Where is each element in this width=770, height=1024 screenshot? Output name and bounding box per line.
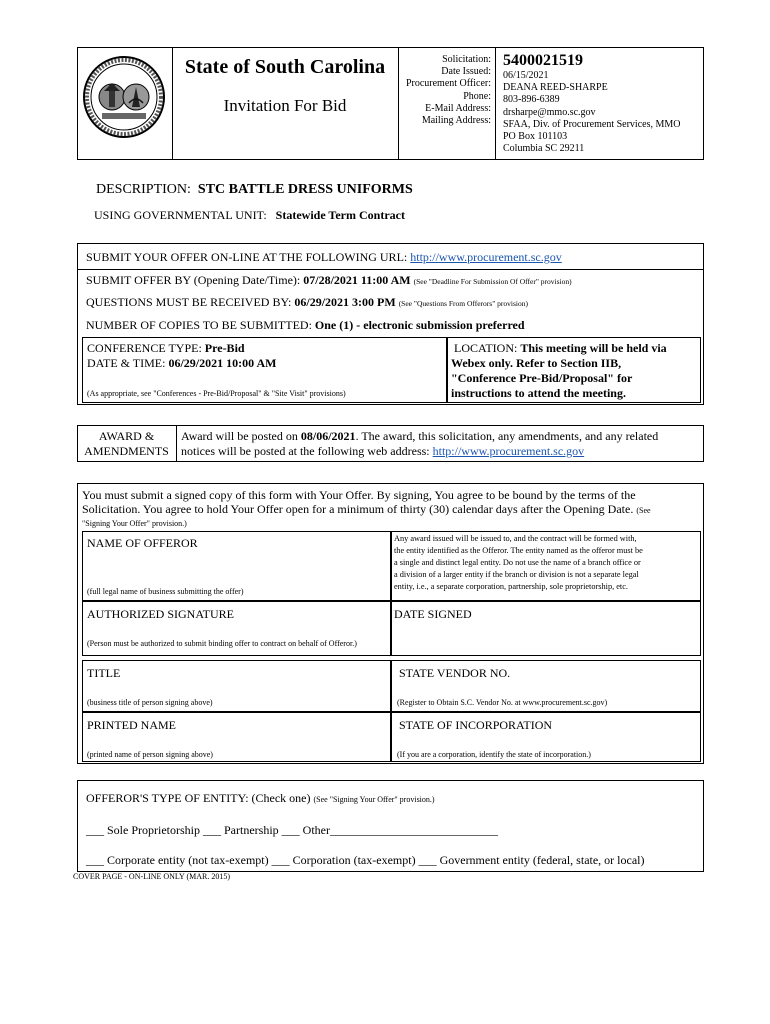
gov-unit-label: USING GOVERNMENTAL UNIT: <box>94 208 267 222</box>
location-line-1-text: This meeting will be held via <box>520 341 667 355</box>
date-issued-value: 06/15/2021 <box>503 70 549 81</box>
questions-label: QUESTIONS MUST BE RECEIVED BY: <box>86 295 292 309</box>
title-label: TITLE <box>87 666 121 680</box>
conference-date-line <box>87 356 276 371</box>
submit-url-line <box>86 250 562 265</box>
signature-note: (Person must be authorized to submit binding offer to contract on behalf of Offeror.) <box>87 639 357 648</box>
conference-type-label: CONFERENCE TYPE: <box>87 341 202 355</box>
description-value: STC BATTLE DRESS UNIFORMS <box>197 182 413 197</box>
name-of-offeror-note: (full legal name of business submitting the offer) <box>87 587 244 596</box>
incorporation-note: (If you are a corporation, identify the state of incorporation.) <box>397 750 591 759</box>
vendor-no-note: (Register to Obtain S.C. Vendor No. at www.procurement.sc.gov) <box>397 698 608 707</box>
address-line-3: Columbia SC 29211 <box>503 143 585 155</box>
location-label: LOCATION: <box>454 341 518 355</box>
award-url-link[interactable]: http://www.procurement.sc.gov <box>432 444 585 458</box>
label-mailing-address: Mailing Address: <box>421 115 491 127</box>
label-email: E-Mail Address: <box>425 102 491 114</box>
questions-line <box>86 295 528 310</box>
address-line-1: SFAA, Div. of Procurement Services, MMO <box>503 118 681 130</box>
address-line-2: PO Box 101103 <box>503 131 568 143</box>
name-of-offeror-label: NAME OF OFFEROR <box>87 536 198 550</box>
description-line <box>96 182 413 198</box>
gov-unit-line <box>94 208 405 223</box>
email-value: drsharpe@mmo.sc.gov <box>503 106 596 118</box>
award-text <box>181 429 658 459</box>
header-labels <box>398 54 491 127</box>
offeror-intro-line-2: Solicitation. You agree to hold Your Offer open for a minimum of thirty (30) calendar days after the Opening Date. (See <box>82 502 651 516</box>
label-phone: Phone: <box>463 90 491 102</box>
entity-type-label: OFFEROR'S TYPE OF ENTITY: (Check one) <box>86 791 311 805</box>
questions-value: 06/29/2021 3:00 PM <box>294 295 396 309</box>
offeror-intro-line-1: You must submit a signed copy of this form with Your Offer. By signing, You agree to be bound by the terms of the <box>82 488 636 502</box>
vendor-no-label: STATE VENDOR NO. <box>399 666 511 680</box>
conference-date-label: DATE & TIME: <box>87 356 166 370</box>
date-signed-label: DATE SIGNED <box>394 607 472 621</box>
offeror-intro <box>82 488 651 529</box>
conference-type-value: Pre-Bid <box>204 341 245 355</box>
location-line-4: instructions to attend the meeting. <box>451 386 626 400</box>
award-text-line-1: Award will be posted on 08/06/2021. The award, this solicitation, any amendments, and any related <box>181 429 659 443</box>
entity-type-note: (See "Signing Your Offer" provision.) <box>313 795 435 804</box>
label-solicitation: Solicitation: <box>442 54 491 65</box>
award-label: AWARD & AMENDMENTS <box>84 429 169 458</box>
printed-name-label: PRINTED NAME <box>87 718 176 732</box>
offer-by-line <box>86 273 572 288</box>
entity-options-line-2[interactable]: ___ Corporate entity (not tax-exempt) ___ Corporation (tax-exempt) ___ Government entity (federal, state, or local) <box>86 853 645 867</box>
submission-divider <box>77 269 704 270</box>
questions-note: (See "Questions From Offerors" provision) <box>398 299 528 308</box>
label-date-issued: Date Issued: <box>441 66 491 78</box>
offer-by-note: (See "Deadline For Submission Of Offer" provision) <box>413 277 572 286</box>
conference-date-value: 06/29/2021 10:00 AM <box>168 356 277 370</box>
location-line-3: "Conference Pre-Bid/Proposal" for <box>451 371 633 385</box>
phone-value: 803-896-6389 <box>503 94 560 106</box>
incorporation-label: STATE OF INCORPORATION <box>399 718 553 732</box>
location-text <box>451 341 667 401</box>
officer-value: DEANA REED-SHARPE <box>503 82 608 94</box>
printed-name-note: (printed name of person signing above) <box>87 750 213 759</box>
footer-text: COVER PAGE - ON-LINE ONLY (MAR. 2015) <box>73 872 231 881</box>
procurement-url-link[interactable]: http://www.procurement.sc.gov <box>410 250 562 264</box>
signature-label: AUTHORIZED SIGNATURE <box>87 607 234 621</box>
award-date: 08/06/2021 <box>300 429 356 443</box>
solicitation-number: 5400021519 <box>503 52 583 69</box>
location-line-1 <box>451 341 667 356</box>
entity-type-heading <box>86 791 435 806</box>
copies-line <box>86 318 525 333</box>
award-divider <box>176 425 177 462</box>
entity-options-line-1[interactable]: ___ Sole Proprietorship ___ Partnership ___ Other____________________________ <box>86 823 498 837</box>
award-text-line-2: notices will be posted at the following web address: http://www.procurement.sc.gov <box>181 444 585 458</box>
copies-value: One (1) - electronic submission preferred <box>314 318 525 332</box>
title-note: (business title of person signing above) <box>87 698 213 707</box>
header-values <box>503 70 680 155</box>
copies-label: NUMBER OF COPIES TO BE SUBMITTED: <box>86 318 312 332</box>
gov-unit-value: Statewide Term Contract <box>275 208 405 222</box>
doc-type-title: Invitation For Bid <box>223 96 347 115</box>
state-title: State of South Carolina <box>184 56 386 78</box>
description-label: DESCRIPTION: <box>96 182 191 197</box>
state-seal-icon <box>82 55 166 139</box>
offeror-intro-note: "Signing Your Offer" provision.) <box>82 519 187 528</box>
offer-by-label: SUBMIT OFFER BY (Opening Date/Time): <box>86 273 301 287</box>
header-divider-3 <box>495 47 496 160</box>
conference-note: (As appropriate, see "Conferences - Pre-Bid/Proposal" & "Site Visit" provisions) <box>87 389 346 398</box>
name-info-text: Any award issued will be issued to, and the contract will be formed with, the entity identified as the Offeror. The entity named as the offeror must be a single and distinct legal entity. Do not use the name of a branch office or a division of a larger entity if the branch or division is not a separate legal entity, i.e., a separate corporation, partnership, sole proprietorship, etc. <box>394 534 643 592</box>
conference-type-line <box>87 341 245 356</box>
label-procurement-officer: Procurement Officer: <box>405 78 491 90</box>
submit-url-text: SUBMIT YOUR OFFER ON-LINE AT THE FOLLOWING URL: <box>86 250 408 264</box>
offer-by-value: 07/28/2021 11:00 AM <box>303 273 411 287</box>
location-line-2: Webex only. Refer to Section IIB, <box>451 356 622 370</box>
